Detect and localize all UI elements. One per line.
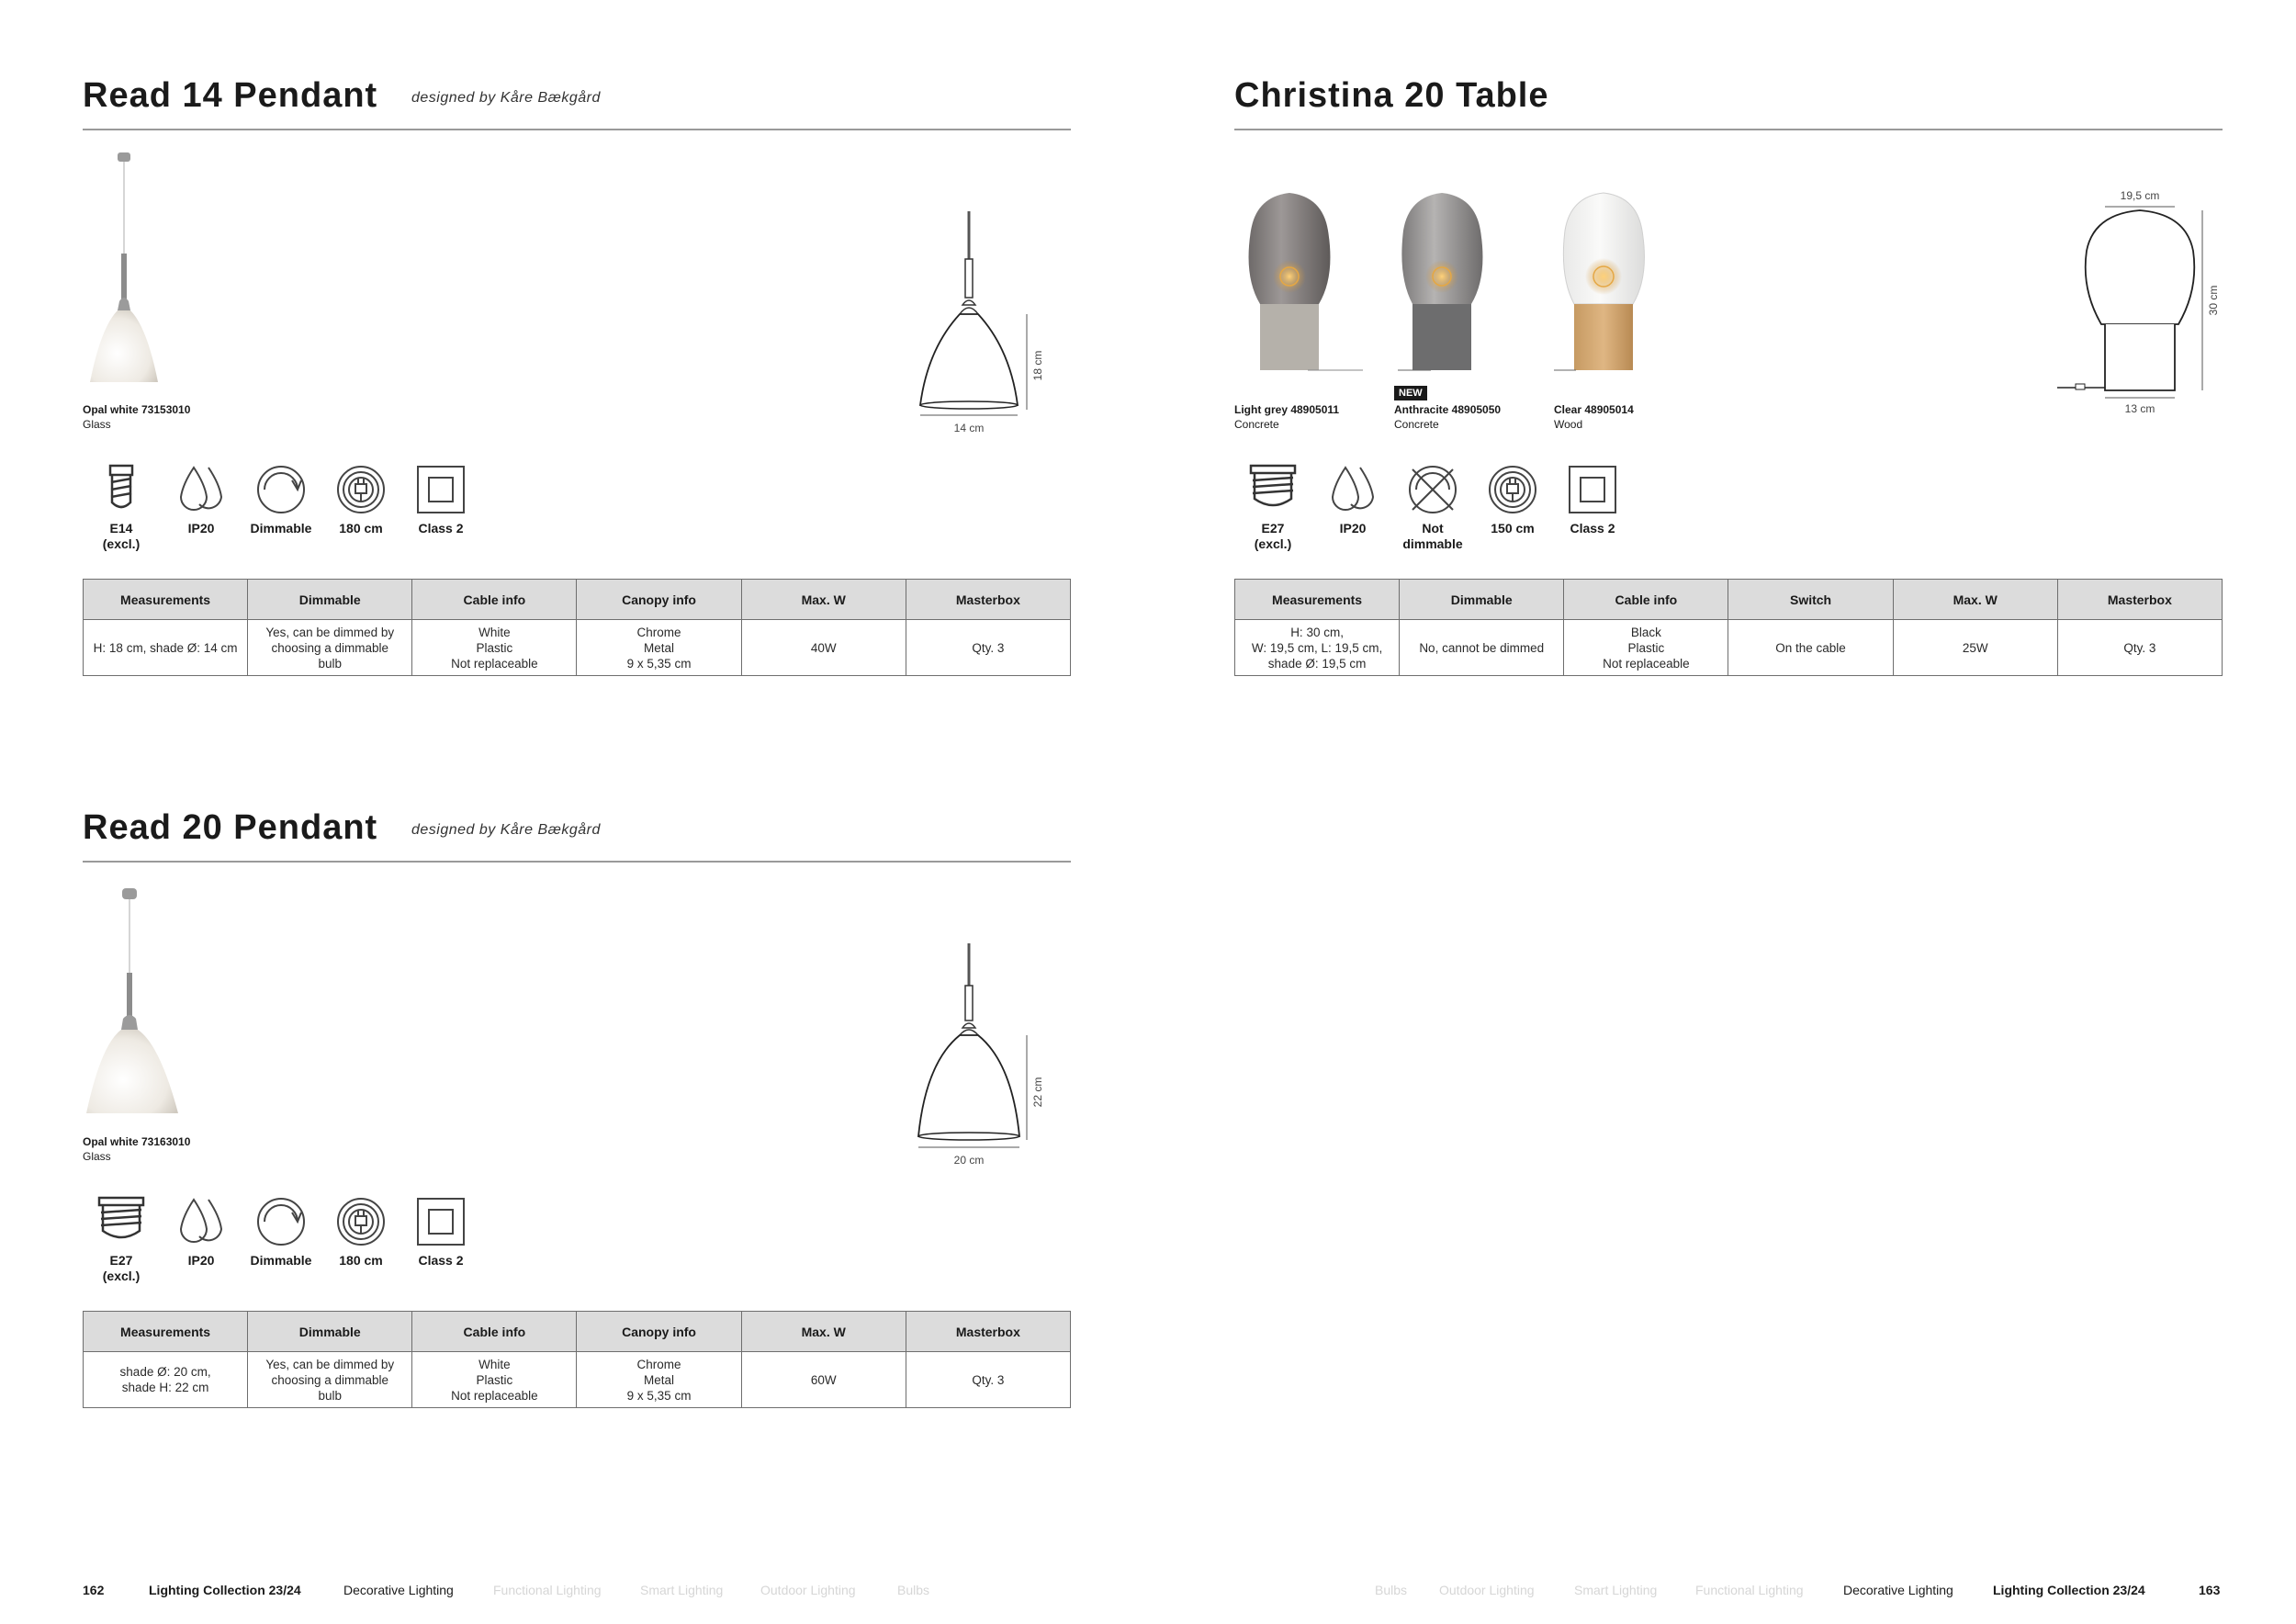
table-row <box>84 1352 1071 1408</box>
nav-link-smart[interactable]: Smart Lighting <box>1574 1583 1658 1597</box>
feature-label: 180 cm <box>339 521 383 536</box>
feature-label: E27 (excl.) <box>1254 521 1292 551</box>
designer-credit: designed by Kåre Bækgård <box>411 822 601 838</box>
variant-material: Wood <box>1554 418 1583 431</box>
top-dimension: 19,5 cm <box>2120 189 2160 202</box>
feature-class <box>402 1196 479 1269</box>
product-title: Read 20 Pendant <box>83 808 378 847</box>
page-number: 162 <box>83 1583 105 1597</box>
cable-plug-icon <box>1487 464 1538 515</box>
table-cell: H: 30 cm, W: 19,5 cm, L: 19,5 cm, shade Ø: 19,5 cm <box>1235 620 1400 676</box>
table-cell: Qty. 3 <box>2057 620 2222 676</box>
technical-drawing <box>909 211 1056 436</box>
nav-link-functional[interactable]: Functional Lighting <box>1695 1583 1804 1597</box>
product-photo <box>1394 189 1532 382</box>
feature-label: IP20 <box>1339 521 1367 536</box>
variant-name: Anthracite 48905050 <box>1394 403 1502 416</box>
table-cell: White Plastic Not replaceable <box>412 1352 577 1408</box>
feature-ip <box>1314 464 1391 536</box>
feature-socket <box>1234 464 1311 552</box>
technical-drawing <box>2048 188 2223 436</box>
title-rule <box>83 129 1071 130</box>
ip20-drops-icon <box>174 464 229 515</box>
table-header: Max. W <box>741 580 906 620</box>
product-title: Christina 20 Table <box>1234 76 1549 115</box>
height-dimension: 18 cm <box>1031 350 1044 381</box>
class2-icon <box>1567 464 1618 515</box>
table-cell: H: 18 cm, shade Ø: 14 cm <box>84 620 248 676</box>
variant-name: Opal white 73153010 <box>83 403 191 416</box>
feature-class <box>1554 464 1631 536</box>
feature-label: E27 (excl.) <box>102 1253 141 1283</box>
feature-label: Class 2 <box>418 1253 464 1268</box>
feature-ip <box>163 1196 240 1269</box>
christina-section <box>1234 73 2223 698</box>
feature-label: 180 cm <box>339 1253 383 1268</box>
variant-material: Glass <box>83 1150 111 1163</box>
nav-link-decorative[interactable]: Decorative Lighting <box>1843 1583 1953 1597</box>
height-dimension: 30 cm <box>2207 285 2220 316</box>
feature-label: Class 2 <box>1570 521 1615 536</box>
feature-label: IP20 <box>187 521 215 536</box>
dimmable-icon <box>255 1196 307 1247</box>
feature-socket <box>83 1196 160 1284</box>
not-dimmable-icon <box>1405 464 1460 515</box>
class2-icon <box>415 1196 467 1247</box>
designer-credit: designed by Kåre Bækgård <box>411 90 601 106</box>
product-photo <box>1234 189 1381 382</box>
variant-name: Clear 48905014 <box>1554 403 1634 416</box>
nav-link-outdoor[interactable]: Outdoor Lighting <box>1439 1583 1535 1597</box>
dimmable-icon <box>255 464 307 515</box>
table-header: Max. W <box>1893 580 2057 620</box>
feature-dimmable <box>242 1196 320 1269</box>
table-cell: Black Plastic Not replaceable <box>1564 620 1728 676</box>
table-cell: Chrome Metal 9 x 5,35 cm <box>577 620 741 676</box>
feature-socket <box>83 464 160 552</box>
feature-label: IP20 <box>187 1253 215 1268</box>
feature-cable <box>322 464 400 536</box>
spec-table <box>83 579 1071 676</box>
variant-material: Concrete <box>1234 418 1279 431</box>
title-rule <box>1234 129 2223 130</box>
table-cell: 60W <box>741 1352 906 1408</box>
read20-title-row <box>83 806 1071 870</box>
variant-material: Concrete <box>1394 418 1439 431</box>
table-header: Max. W <box>741 1312 906 1352</box>
width-dimension: 20 cm <box>953 1154 985 1167</box>
technical-drawing <box>909 943 1056 1168</box>
table-header: Measurements <box>84 1312 248 1352</box>
table-header: Masterbox <box>2057 580 2222 620</box>
table-cell: Qty. 3 <box>906 620 1070 676</box>
table-header: Canopy info <box>577 1312 741 1352</box>
product-photo <box>1554 189 1692 382</box>
table-header: Cable info <box>412 580 577 620</box>
feature-class <box>402 464 479 536</box>
collection-name: Lighting Collection 23/24 <box>149 1583 301 1597</box>
page-number: 163 <box>2199 1583 2221 1597</box>
nav-link-outdoor[interactable]: Outdoor Lighting <box>760 1583 856 1597</box>
table-row <box>1235 620 2223 676</box>
nav-link-decorative[interactable]: Decorative Lighting <box>343 1583 454 1597</box>
new-badge: NEW <box>1394 386 1427 400</box>
height-dimension: 22 cm <box>1031 1077 1044 1108</box>
nav-link-bulbs[interactable]: Bulbs <box>1375 1583 1408 1597</box>
feature-ip <box>163 464 240 536</box>
feature-label: 150 cm <box>1491 521 1535 536</box>
table-header: Measurements <box>84 580 248 620</box>
christina-title-row <box>1234 73 2223 138</box>
table-cell: Yes, can be dimmed by choosing a dimmable bulb <box>248 1352 412 1408</box>
table-cell: 40W <box>741 620 906 676</box>
variant-name: Light grey 48905011 <box>1234 403 1340 416</box>
product-photo <box>83 888 184 1118</box>
table-cell: 25W <box>1893 620 2057 676</box>
variant-label <box>1234 402 1339 432</box>
ip20-drops-icon <box>1325 464 1380 515</box>
table-header: Switch <box>1728 580 1893 620</box>
class2-icon <box>415 464 467 515</box>
table-header: Measurements <box>1235 580 1400 620</box>
base-dimension: 13 cm <box>2124 402 2155 415</box>
feature-dimmable <box>242 464 320 536</box>
table-header-row <box>84 1312 1071 1352</box>
collection-name: Lighting Collection 23/24 <box>1993 1583 2145 1597</box>
feature-label: Class 2 <box>418 521 464 536</box>
table-cell: On the cable <box>1728 620 1893 676</box>
table-cell: Chrome Metal 9 x 5,35 cm <box>577 1352 741 1408</box>
table-cell: Yes, can be dimmed by choosing a dimmable bulb <box>248 620 412 676</box>
table-header-row <box>1235 580 2223 620</box>
e14-socket-icon <box>96 464 147 515</box>
ip20-drops-icon <box>174 1196 229 1247</box>
feature-label: Not dimmable <box>1402 521 1463 551</box>
e27-socket-icon <box>94 1196 149 1247</box>
feature-label: E14 (excl.) <box>102 521 141 551</box>
variant-material: Glass <box>83 418 111 431</box>
spec-table <box>1234 579 2223 676</box>
variant-name: Opal white 73163010 <box>83 1135 191 1148</box>
feature-cable <box>322 1196 400 1269</box>
table-row <box>84 620 1071 676</box>
table-header: Cable info <box>412 1312 577 1352</box>
table-cell: shade Ø: 20 cm, shade H: 22 cm <box>84 1352 248 1408</box>
table-header: Dimmable <box>248 580 412 620</box>
feature-label: Dimmable <box>250 521 312 536</box>
variant-label <box>1394 402 1501 432</box>
variant-label <box>1554 402 1634 432</box>
spec-table <box>83 1311 1071 1408</box>
table-header: Canopy info <box>577 580 741 620</box>
table-header: Cable info <box>1564 580 1728 620</box>
feature-label: Dimmable <box>250 1253 312 1268</box>
variant-label <box>83 1134 190 1164</box>
table-cell: Qty. 3 <box>906 1352 1070 1408</box>
table-cell: White Plastic Not replaceable <box>412 620 577 676</box>
read14-title-row <box>83 73 1071 138</box>
read20-section <box>83 806 1071 1430</box>
table-header: Masterbox <box>906 580 1070 620</box>
cable-plug-icon <box>335 1196 387 1247</box>
table-header-row <box>84 580 1071 620</box>
table-header: Dimmable <box>1400 580 1564 620</box>
width-dimension: 14 cm <box>953 422 985 434</box>
variant-label <box>83 402 190 432</box>
nav-link-functional[interactable]: Functional Lighting <box>493 1583 602 1597</box>
read14-section <box>83 73 1071 698</box>
title-rule <box>83 861 1071 863</box>
feature-dimmable <box>1394 464 1471 552</box>
e27-socket-icon <box>1245 464 1300 515</box>
product-title: Read 14 Pendant <box>83 76 378 115</box>
table-header: Dimmable <box>248 1312 412 1352</box>
table-cell: No, cannot be dimmed <box>1400 620 1564 676</box>
feature-cable <box>1474 464 1551 536</box>
nav-link-smart[interactable]: Smart Lighting <box>640 1583 724 1597</box>
nav-link-bulbs[interactable]: Bulbs <box>897 1583 930 1597</box>
table-header: Masterbox <box>906 1312 1070 1352</box>
product-photo <box>83 152 165 382</box>
cable-plug-icon <box>335 464 387 515</box>
